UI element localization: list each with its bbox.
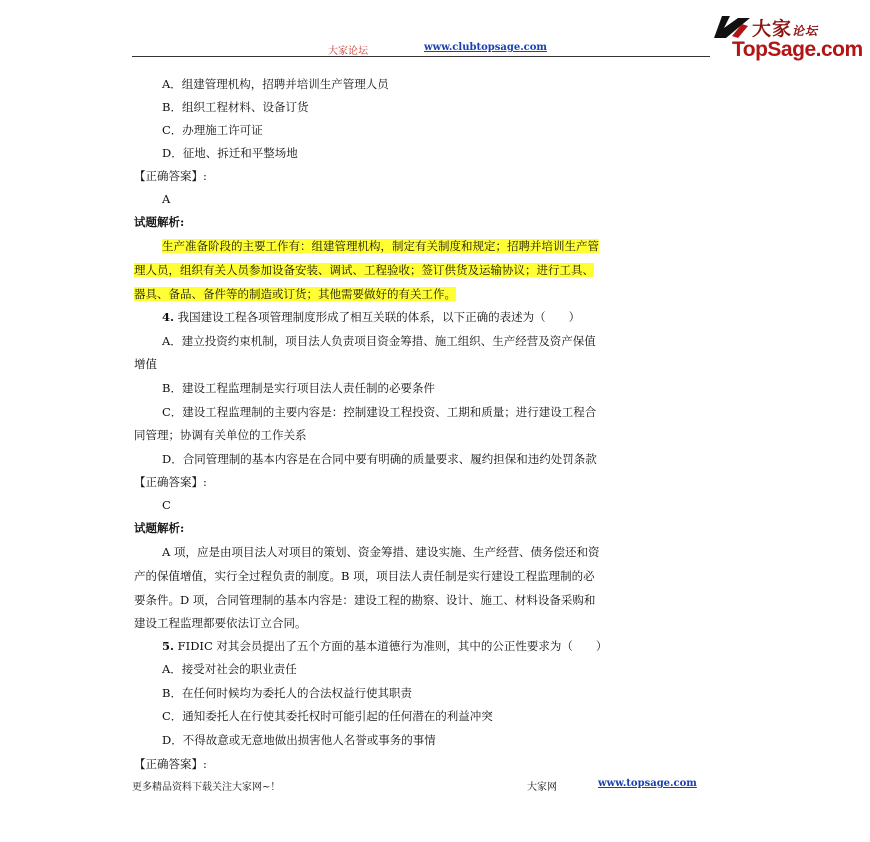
answer-label-q3: 【正确答案】: <box>134 169 207 183</box>
option-c-q4: C．建设工程监理制的主要内容是：控制建设工程投资、工期和质量；进行建设工程合 <box>162 405 597 419</box>
option-b-q3: B．组织工程材料、设备订货 <box>162 100 309 114</box>
answer-value-q3: A <box>162 192 171 206</box>
topsage-logo <box>712 12 862 60</box>
logo-mark-icon <box>712 14 752 40</box>
answer-label-q4: 【正确答案】: <box>134 475 207 489</box>
footer-site-name: 大家网 <box>527 782 557 793</box>
header-site-link[interactable]: www.clubtopsage.com <box>424 42 548 53</box>
question-4: 4. 我国建设工程各项管理制度形成了相互关联的体系，以下正确的表述为（ ） <box>162 310 581 324</box>
option-c-q5: C．通知委托人在行使其委托权时可能引起的任何潜在的利益冲突 <box>162 709 493 723</box>
footer-site-link[interactable]: www.topsage.com <box>598 778 697 789</box>
analysis-text-q4-1: A 项，应是由项目法人对项目的策划、资金筹措、建设实施、生产经营、债务偿还和资 <box>162 545 600 559</box>
answer-value-q4: C <box>162 498 171 512</box>
header-divider <box>132 56 710 57</box>
logo-chinese: 大家论坛 <box>752 18 819 40</box>
option-d-q3: D．征地、拆迁和平整场地 <box>162 146 298 160</box>
option-d-q4: D．合同管理制的基本内容是在合同中要有明确的质量要求、履约担保和违约处罚条款 <box>162 452 597 466</box>
footer-promo: 更多精品资料下载关注大家网~！ <box>132 782 281 793</box>
option-a-q4-cont: 增值 <box>134 357 157 371</box>
analysis-text-q4-2: 产的保值增值，实行全过程负责的制度。B 项，项目法人责任制是实行建设工程监理制的必 <box>134 569 595 583</box>
logo-english: TopSage.com <box>732 38 863 61</box>
option-b-q5: B．在任何时候均为委托人的合法权益行使其职责 <box>162 686 412 700</box>
option-d-q5: D．不得故意或无意地做出损害他人名誉或事务的事情 <box>162 733 436 747</box>
analysis-text-q3-3: 器具、备品、备件等的制造或订货；其他需要做好的有关工作。 <box>134 287 456 301</box>
question-5: 5. FIDIC 对其会员提出了五个方面的基本道德行为准则，其中的公正性要求为（ ） <box>162 639 608 653</box>
option-a-q4: A．建立投资约束机制，项目法人负责项目资金筹措、施工组织、生产经营及资产保值 <box>162 334 596 348</box>
analysis-text-q3-2: 理人员，组织有关人员参加设备安装、调试、工程验收；签订供货及运输协议；进行工具、 <box>134 263 594 277</box>
option-b-q4: B．建设工程监理制是实行项目法人责任制的必要条件 <box>162 381 435 395</box>
analysis-text-q3-1: 生产准备阶段的主要工作有：组建管理机构，制定有关制度和规定；招聘并培训生产管 <box>162 239 599 253</box>
option-a-q5: A．接受对社会的职业责任 <box>162 662 297 676</box>
option-c-q4-cont: 同管理；协调有关单位的工作关系 <box>134 428 307 442</box>
option-c-q3: C．办理施工许可证 <box>162 123 263 137</box>
analysis-text-q4-3: 要条件。D 项，合同管理制的基本内容是：建设工程的勘察、设计、施工、材料设备采购和 <box>134 593 596 607</box>
header-site-name: 大家论坛 <box>328 46 368 57</box>
analysis-text-q4-4: 建设工程监理都要依法订立合同。 <box>134 616 307 630</box>
analysis-label-q4: 试题解析: <box>134 521 185 535</box>
analysis-label-q3: 试题解析: <box>134 215 185 229</box>
option-a-q3: A．组建管理机构，招聘并培训生产管理人员 <box>162 77 389 91</box>
answer-label-q5: 【正确答案】: <box>134 757 207 771</box>
